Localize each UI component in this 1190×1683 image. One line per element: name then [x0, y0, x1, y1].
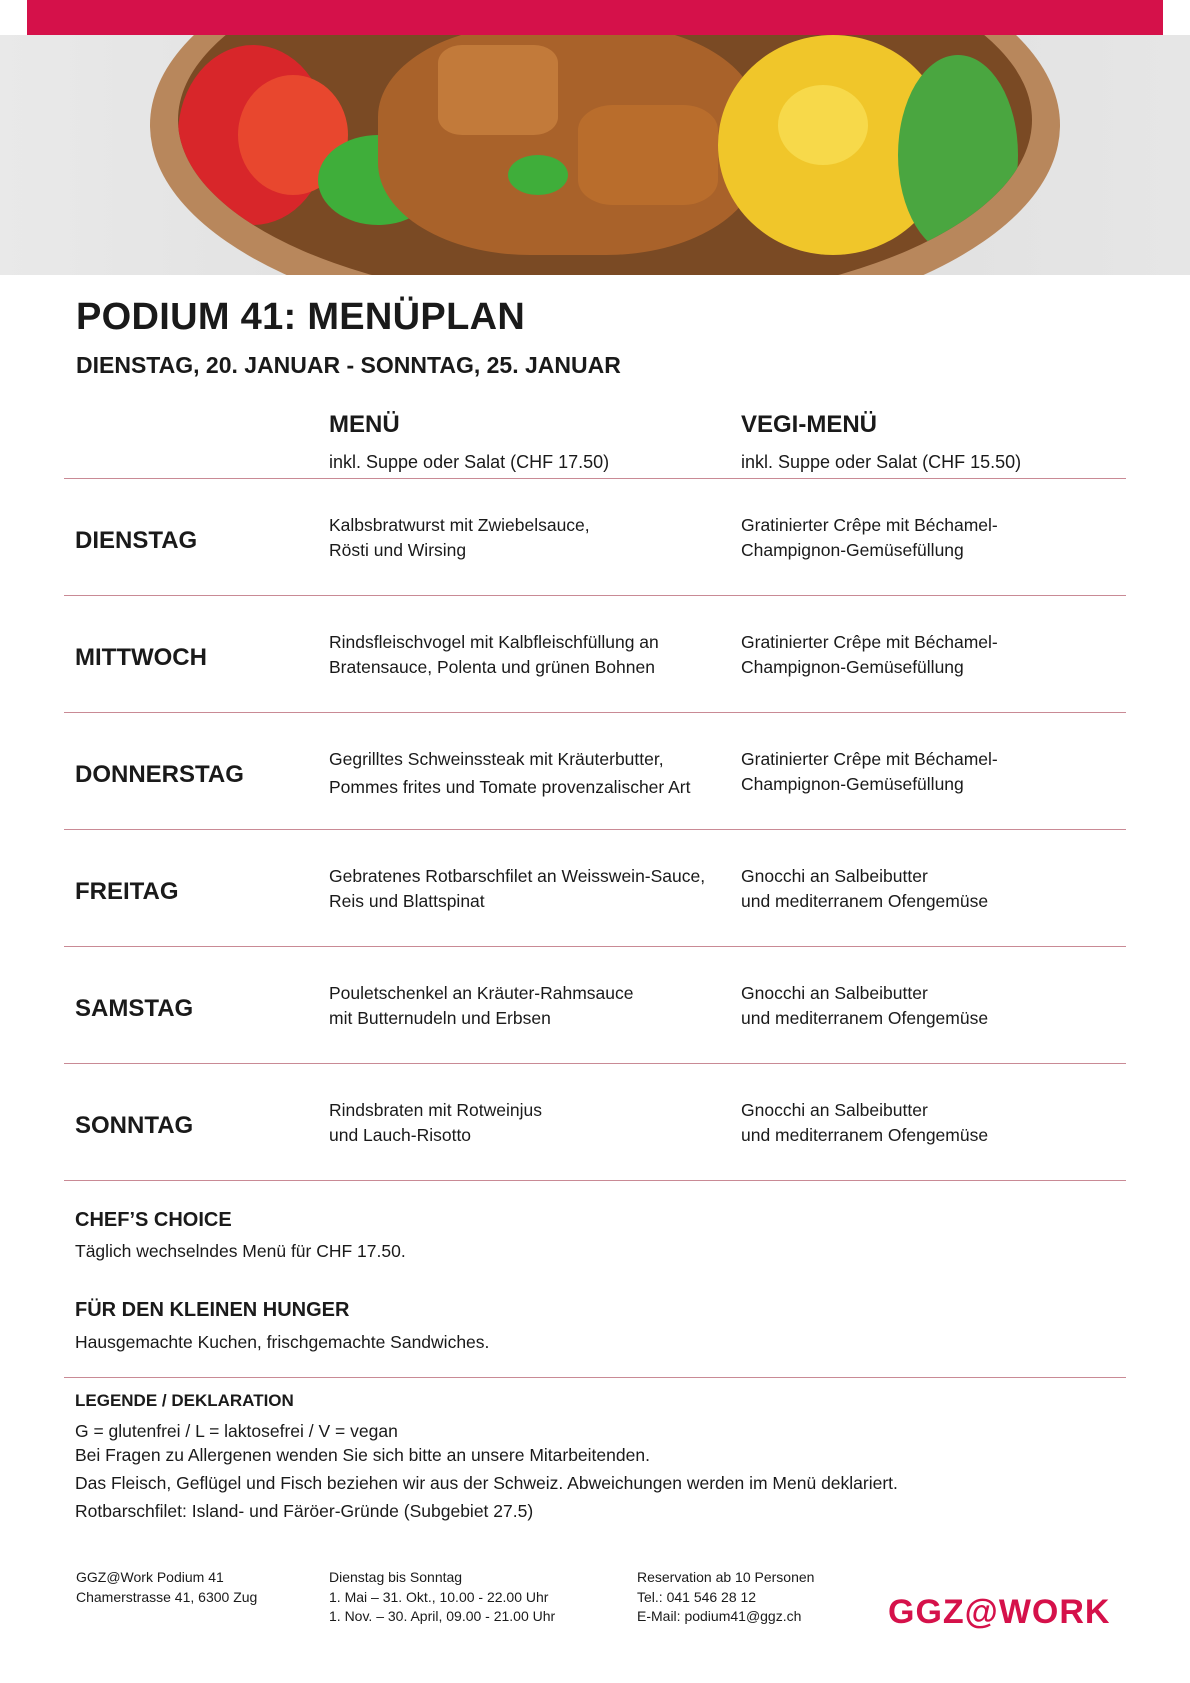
dish-vegi: Gratinierter Crêpe mit Béchamel- Champignon-Gemüsefüllung	[741, 632, 998, 677]
day-label: DIENSTAG	[75, 527, 198, 554]
legend-line: Das Fleisch, Geflügel und Fisch beziehen wir aus der Schweiz. Abweichungen werden im Menü deklariert.	[75, 1473, 898, 1493]
ggz-work-logo: GGZ@WORK	[888, 1593, 1111, 1631]
footer-hours-line: Dienstag bis Sonntag	[329, 1569, 463, 1585]
dish-menu: Rindsbraten mit Rotweinjus und Lauch-Risotto	[329, 1100, 543, 1145]
footer-contact-line: E-Mail: podium41@ggz.ch	[637, 1608, 802, 1624]
dish-menu: Kalbsbratwurst mit Zwiebelsauce, Rösti und Wirsing	[329, 515, 590, 560]
divider	[64, 1377, 1126, 1378]
page-subtitle-date-range: DIENSTAG, 20. JANUAR - SONNTAG, 25. JANUAR	[76, 352, 621, 378]
hero-food-bowl-image	[0, 35, 1190, 275]
footer-address	[76, 1568, 257, 1607]
kleiner-hunger-text: Hausgemachte Kuchen, frischgemachte Sandwiches.	[75, 1332, 490, 1352]
dish-menu: Gegrilltes Schweinssteak mit Kräuterbutter, Pommes frites und Tomate provenzalischer Art	[329, 749, 691, 797]
column-note-vegi: inkl. Suppe oder Salat (CHF 15.50)	[741, 452, 1022, 472]
footer-contact	[637, 1568, 814, 1627]
divider	[64, 946, 1126, 947]
dish-vegi: Gratinierter Crêpe mit Béchamel- Champignon-Gemüsefüllung	[741, 749, 998, 794]
divider	[64, 478, 1126, 479]
day-label: DONNERSTAG	[75, 761, 244, 788]
divider	[64, 1180, 1126, 1181]
bowl-contents	[178, 35, 1032, 275]
footer-contact-line: Reservation ab 10 Personen	[637, 1569, 815, 1585]
column-title-vegi: VEGI-MENÜ	[741, 411, 878, 438]
footer-opening-hours	[329, 1568, 555, 1627]
dish-vegi: Gnocchi an Salbeibutter und mediterranem Ofengemüse	[741, 983, 989, 1028]
footer-address-line: Chamerstrasse 41, 6300 Zug	[76, 1588, 258, 1605]
legend-line: Bei Fragen zu Allergenen wenden Sie sich bitte an unsere Mitarbeitenden.	[75, 1445, 650, 1465]
chefs-choice-title: CHEF’S CHOICE	[75, 1209, 232, 1231]
chefs-choice-text: Täglich wechselndes Menü für CHF 17.50.	[75, 1241, 406, 1261]
kleiner-hunger-title: FÜR DEN KLEINEN HUNGER	[75, 1299, 350, 1321]
day-label: SAMSTAG	[75, 995, 194, 1022]
dish-vegi: Gratinierter Crêpe mit Béchamel- Champignon-Gemüsefüllung	[741, 515, 998, 560]
column-note-menu: inkl. Suppe oder Salat (CHF 17.50)	[329, 452, 610, 472]
legend-title: LEGENDE / DEKLARATION	[75, 1391, 294, 1410]
dish-vegi: Gnocchi an Salbeibutter und mediterranem Ofengemüse	[741, 1100, 989, 1145]
footer-hours-line: 1. Mai – 31. Okt., 10.00 - 22.00 Uhr	[329, 1588, 549, 1605]
dish-vegi: Gnocchi an Salbeibutter und mediterranem Ofengemüse	[741, 866, 989, 911]
page-title: PODIUM 41: MENÜPLAN	[76, 296, 526, 338]
day-label: SONNTAG	[75, 1112, 194, 1139]
column-title-menu: MENÜ	[329, 411, 400, 438]
top-accent-bar	[27, 0, 1163, 35]
legend-line: Rotbarschfilet: Island- und Färöer-Gründe (Subgebiet 27.5)	[75, 1501, 534, 1521]
dish-menu: Pouletschenkel an Kräuter-Rahmsauce mit Butternudeln und Erbsen	[329, 983, 634, 1028]
footer-contact-line: Tel.: 041 546 28 12	[637, 1588, 757, 1605]
footer-hours-line: 1. Nov. – 30. April, 09.00 - 21.00 Uhr	[329, 1608, 556, 1624]
dish-menu: Gebratenes Rotbarschfilet an Weisswein-Sauce, Reis und Blattspinat	[329, 866, 706, 911]
legend-line: G = glutenfrei / L = laktosefrei / V = vegan	[75, 1421, 398, 1441]
divider	[64, 712, 1126, 713]
dish-menu: Rindsfleischvogel mit Kalbfleischfüllung an Bratensauce, Polenta und grünen Bohnen	[329, 632, 659, 677]
footer-address-line: GGZ@Work Podium 41	[76, 1569, 224, 1585]
divider	[64, 1063, 1126, 1064]
day-label: MITTWOCH	[75, 644, 207, 671]
divider	[64, 595, 1126, 596]
day-label: FREITAG	[75, 878, 179, 905]
divider	[64, 829, 1126, 830]
